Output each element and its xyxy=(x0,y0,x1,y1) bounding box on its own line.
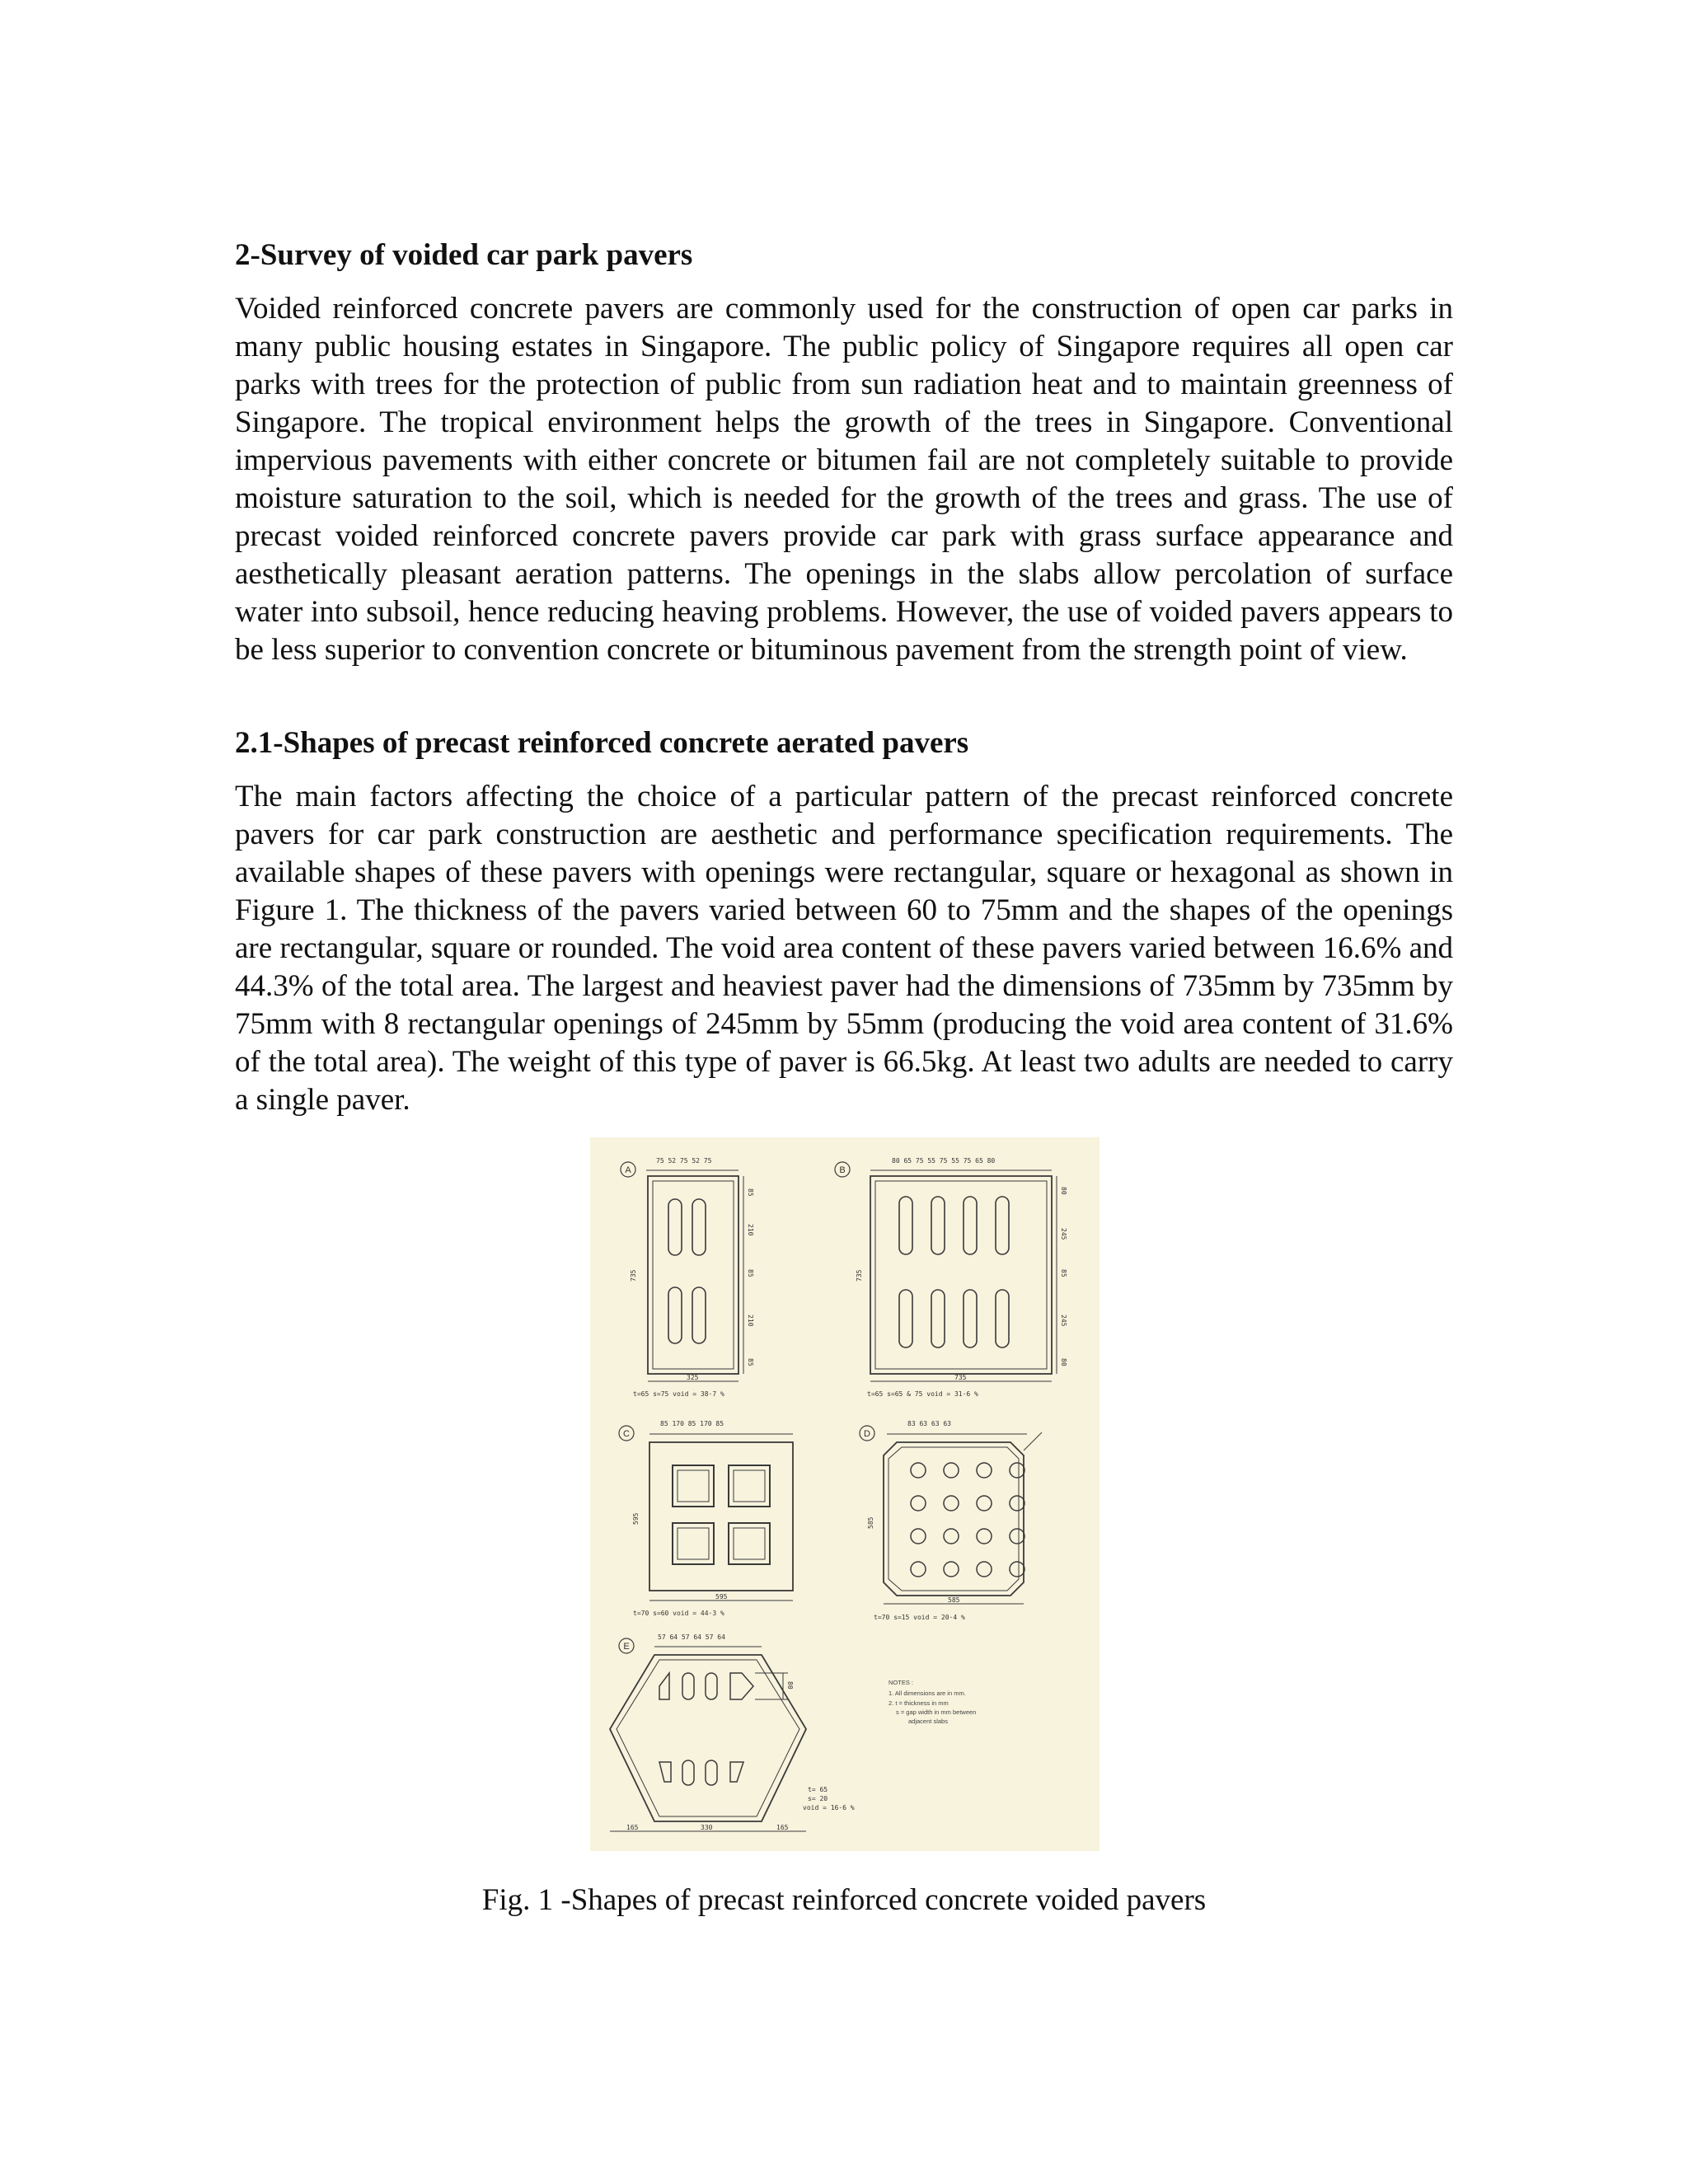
panel-d-void xyxy=(977,1562,992,1577)
panel-b-side-dim: 80 xyxy=(1060,1187,1067,1195)
panel-d-void xyxy=(1010,1496,1025,1511)
panel-b-side-dim: 85 xyxy=(1060,1269,1067,1277)
notes-line: 1. All dimensions are in mm. xyxy=(889,1690,966,1697)
panel-a-slab xyxy=(648,1176,738,1374)
panel-c-void xyxy=(729,1465,770,1507)
panel-c-void-inner xyxy=(734,1470,765,1502)
notes-line: s = gap width in mm between xyxy=(896,1708,977,1716)
panel-b-top-dims: 80 65 75 55 75 55 75 65 80 xyxy=(892,1157,996,1165)
panel-d-void xyxy=(911,1562,926,1577)
panel-e-top-dims: 57 64 57 64 57 64 xyxy=(658,1633,725,1641)
subsection-heading xyxy=(235,725,1453,762)
panel-e-spec-t: t= 65 xyxy=(808,1786,828,1793)
panel-d-label: D xyxy=(864,1429,870,1439)
panel-a-void xyxy=(668,1199,682,1255)
panel-c-void xyxy=(729,1523,770,1564)
panel-d xyxy=(860,1420,1042,1621)
panel-e-void xyxy=(706,1760,717,1785)
panel-a-top-dims: 75 52 75 52 75 xyxy=(656,1157,712,1165)
panel-e-void xyxy=(682,1673,694,1699)
panel-a-side-dim: 210 xyxy=(747,1224,754,1236)
panel-d-width-dim: 585 xyxy=(948,1596,960,1604)
panel-c-void-inner xyxy=(678,1528,709,1559)
panel-c-void-inner xyxy=(678,1470,709,1502)
panel-c-void-inner xyxy=(734,1528,765,1559)
panel-b-slab xyxy=(870,1176,1052,1374)
notes-title: NOTES : xyxy=(889,1679,914,1686)
panel-b-height-dim: 735 xyxy=(856,1269,863,1282)
panel-b-void xyxy=(931,1197,945,1254)
section-2-1-paragraph: The main factors affecting the choice of a particular pattern of the precast reinforced concrete pavers for car park construction are aesthetic and performance specification requirements. The available shapes of these pavers with openings were rectangular, square or hexagonal as shown in Figure 1. The thickness of the pavers varied between 60 to 75mm and the shapes of the openings are rectangular, square or rounded. The void area content of these pavers varied between 16.6% and 44.3% of the total area. The largest and heaviest paver had the dimensions of 735mm by 735mm by 75mm with 8 rectangular openings of 245mm by 55mm (producing the void area content of 31.6% of the total area). The weight of this type of paver is 66.5kg. At least two adults are needed to carry a single paver. xyxy=(235,780,1453,1117)
panel-b-void xyxy=(931,1290,945,1347)
panel-a-side-dim: 85 xyxy=(747,1188,754,1197)
panel-d-void xyxy=(977,1529,992,1544)
panel-d-void xyxy=(977,1463,992,1478)
panel-d-void xyxy=(944,1463,959,1478)
panel-a-label: A xyxy=(625,1165,631,1175)
panel-b-side-dim: 80 xyxy=(1060,1358,1067,1366)
panel-c-top-dims: 85 170 85 170 85 xyxy=(660,1420,724,1427)
panel-b-void xyxy=(964,1290,977,1347)
panel-e-spec-void: void = 16·6 % xyxy=(803,1804,855,1811)
panel-c-label: C xyxy=(623,1429,630,1439)
panel-d-top-dims: 83 63 63 63 xyxy=(907,1420,951,1427)
panel-e-bottom-dim: 165 xyxy=(776,1824,789,1831)
panel-a xyxy=(621,1157,754,1398)
panel-e-void xyxy=(682,1760,694,1785)
panel-a-side-dim: 210 xyxy=(747,1315,754,1327)
panel-a-side-dim: 85 xyxy=(747,1269,754,1277)
panel-e-slab xyxy=(610,1655,806,1821)
panel-b-spec: t=65 s=65 & 75 void = 31·6 % xyxy=(867,1390,978,1398)
panel-c-void xyxy=(673,1523,714,1564)
notes-line: 2. t = thickness in mm xyxy=(889,1699,949,1707)
panel-d-height-dim: 585 xyxy=(867,1516,874,1529)
panel-a-void xyxy=(692,1199,706,1255)
panel-e-void xyxy=(659,1762,671,1782)
panel-e-void xyxy=(730,1762,743,1782)
notes-line: adjacent slabs xyxy=(908,1718,948,1725)
panel-c xyxy=(619,1420,793,1617)
panel-e-void xyxy=(659,1673,669,1699)
panel-e-spec-s: s= 20 xyxy=(808,1795,828,1802)
panel-e-label: E xyxy=(623,1642,630,1652)
panel-d-void xyxy=(1010,1463,1025,1478)
figure-caption: Fig. 1 -Shapes of precast reinforced concrete voided pavers xyxy=(481,1883,1207,1917)
panel-b xyxy=(835,1157,1067,1398)
panel-e-void xyxy=(730,1673,753,1699)
panel-d-circle-voids xyxy=(911,1463,1025,1577)
panel-c-slab xyxy=(649,1442,793,1591)
panel-d-void xyxy=(944,1529,959,1544)
panel-a-void xyxy=(668,1287,682,1343)
panel-a-spec: t=65 s=75 void = 38·7 % xyxy=(633,1390,724,1398)
panel-c-spec: t=70 s=60 void = 44·3 % xyxy=(633,1610,724,1617)
figure-notes xyxy=(889,1679,976,1725)
panel-a-height-dim: 735 xyxy=(630,1269,637,1282)
panel-c-void xyxy=(673,1465,714,1507)
panel-d-spec: t=70 s=15 void = 20·4 % xyxy=(874,1614,965,1621)
panel-b-label: B xyxy=(839,1165,846,1175)
panel-a-void xyxy=(692,1287,706,1343)
panel-d-void xyxy=(977,1496,992,1511)
panel-e-void xyxy=(706,1673,717,1699)
paver-shapes-figure xyxy=(590,1137,1100,1851)
panel-e-bottom-dim: 165 xyxy=(626,1824,639,1831)
panel-e-bottom-dim: 330 xyxy=(701,1824,713,1831)
panel-b-void xyxy=(899,1290,912,1347)
panel-d-void xyxy=(944,1496,959,1511)
panel-e-side-dim: 80 xyxy=(786,1681,794,1690)
panel-d-void xyxy=(911,1463,926,1478)
section-2-1-heading: 2.1-Shapes of precast reinforced concrete aerated pavers xyxy=(235,726,969,760)
section-2-1-body xyxy=(235,778,1453,1119)
section-1-paragraph: Voided reinforced concrete pavers are commonly used for the construction of open car parks in many public housing estates in Singapore. The public policy of Singapore requires all open car parks with trees for the protection of public from sun radiation heat and to maintain greenness of Singapore. The tropical environment helps the growth of the trees in Singapore. Conventional impervious pavements with either concrete or bitumen fail are not completely suitable to provide moisture saturation to the soil, which is needed for the growth of the trees and grass. The use of precast voided reinforced concrete pavers provide car park with grass surface appearance and aesthetically pleasant aeration patterns. The openings in the slabs allow percolation of surface water into subsoil, hence reducing heaving problems. However, the use of voided pavers appears to be less superior to convention concrete or bituminous pavement from the strength point of view. xyxy=(235,292,1453,667)
panel-a-width-dim: 325 xyxy=(687,1374,699,1381)
panel-e xyxy=(610,1633,855,1831)
section-1-heading: 2-Survey of voided car park pavers xyxy=(235,238,693,272)
panel-c-width-dim: 595 xyxy=(715,1593,728,1601)
panel-d-void xyxy=(1010,1562,1025,1577)
panel-a-side-dim: 85 xyxy=(747,1358,754,1366)
panel-d-void xyxy=(911,1496,926,1511)
panel-b-void xyxy=(964,1197,977,1254)
panel-b-void xyxy=(899,1197,912,1254)
panel-b-side-dim: 245 xyxy=(1060,1315,1067,1327)
panel-d-slab xyxy=(884,1442,1024,1596)
panel-d-void xyxy=(1010,1529,1025,1544)
panel-d-slab-inner xyxy=(889,1447,1019,1591)
panel-b-width-dim: 735 xyxy=(954,1374,967,1381)
panel-c-height-dim: 595 xyxy=(632,1512,640,1525)
panel-e-slab-inner xyxy=(617,1660,799,1816)
panel-b-void xyxy=(996,1290,1009,1347)
section-heading xyxy=(235,237,1453,274)
panel-d-void xyxy=(911,1529,926,1544)
panel-d-void xyxy=(944,1562,959,1577)
section-1-body xyxy=(235,290,1453,669)
panel-b-side-dim: 245 xyxy=(1060,1228,1067,1240)
panel-b-slab-inner xyxy=(875,1181,1047,1369)
panel-b-void xyxy=(996,1197,1009,1254)
